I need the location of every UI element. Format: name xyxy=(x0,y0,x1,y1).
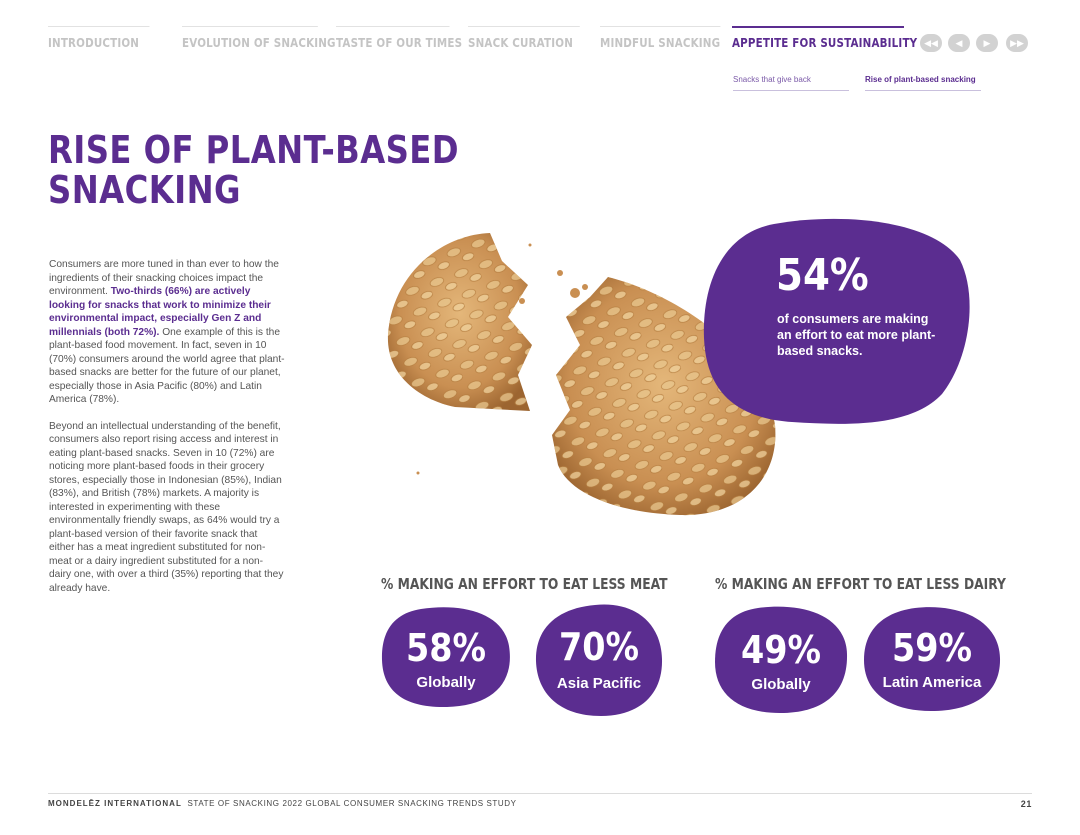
footer xyxy=(48,793,1032,808)
stat-meat-global xyxy=(381,606,511,708)
highlight-value: 54% xyxy=(776,250,869,301)
next-page-icon[interactable]: ▶ xyxy=(976,34,998,52)
footer-text: STATE OF SNACKING 2022 GLOBAL CONSUMER SNACKING TRENDS STUDY xyxy=(187,799,517,808)
title-line-2: SNACKING xyxy=(48,168,241,212)
stat-label: Asia Pacific xyxy=(556,675,642,692)
title-line-1: RISE OF PLANT-BASED xyxy=(48,128,460,172)
footer-brand: MONDELĒZ INTERNATIONAL xyxy=(48,799,182,808)
prev-page-icon[interactable]: ◀ xyxy=(948,34,970,52)
body-p1-end: One example of this is the plant-based food movement. In fact, seven in 10 (70%) consumers around the world agree that plant-based snacks are better for the future of our planet, especially those in Asia Pacific (80%) and Latin America (78%). xyxy=(49,326,285,405)
stat-label: Globally xyxy=(416,674,476,691)
stat-value: 70% xyxy=(558,625,640,669)
nav-tab-mindful-snacking[interactable]: MINDFUL SNACKING xyxy=(600,26,720,58)
stat-label: Latin America xyxy=(882,674,982,691)
stat-value: 49% xyxy=(740,628,822,672)
body-p1-highlight: Two-thirds (66%) are actively looking for snacks that work to minimize their environmental impact, especially Gen Z and millennials (both 72%). xyxy=(49,286,271,338)
meat-heading: % MAKING AN EFFORT TO EAT LESS MEAT xyxy=(381,575,668,593)
highlight-text: of consumers are making an effort to eat more plant-based snacks. xyxy=(777,312,936,358)
first-page-icon[interactable]: ◀◀ xyxy=(920,34,942,52)
stat-label: Globally xyxy=(751,676,811,693)
stat-dairy-global xyxy=(714,606,848,714)
nav-tab-appetite-for-sustainability[interactable]: APPETITE FOR SUSTAINABILITY xyxy=(732,26,904,58)
stat-meat-asia-pacific xyxy=(535,603,663,717)
page-title xyxy=(48,130,459,210)
body-paragraph-2: Beyond an intellectual understanding of the benefit, consumers also report rising access and interest in eating plant-based snacks. Seven in 10 (72%) are noticing more plant-based foods in their grocery stores, especially those in Indonesian (85%), Indian (83%), and British (78%) markets. A majority is interested in experimenting with these environmentally friendly swaps, as 64% would try a plant-based version of their favorite snack that either has a meat ingredient substituted for non-meat or a dairy ingredient substituted for a non-dairy one, with over a third (35%) reporting that they already have. xyxy=(49,420,284,594)
stat-value: 59% xyxy=(891,626,973,670)
stat-value: 58% xyxy=(405,626,487,670)
top-nav xyxy=(48,26,1032,58)
last-page-icon[interactable]: ▶▶ xyxy=(1006,34,1028,52)
subnav-snacks-that-give-back[interactable]: Snacks that give back xyxy=(733,75,849,91)
dairy-heading: % MAKING AN EFFORT TO EAT LESS DAIRY xyxy=(715,575,1006,593)
nav-tab-evolution-of-snacking[interactable]: EVOLUTION OF SNACKING xyxy=(182,26,318,58)
stat-dairy-latin-america xyxy=(863,606,1001,712)
nav-tab-introduction[interactable]: INTRODUCTION xyxy=(48,26,149,58)
nav-tab-snack-curation[interactable]: SNACK CURATION xyxy=(468,26,580,58)
body-text xyxy=(49,258,285,608)
body-p1-start: Consumers are more tuned in than ever to how the ingredients of their snacking choices impact the environment. xyxy=(49,259,279,297)
page-number: 21 xyxy=(1020,799,1032,809)
subnav-rise-of-plant-based-snacking[interactable]: Rise of plant-based snacking xyxy=(865,75,981,91)
body-paragraph-1 xyxy=(49,258,285,407)
nav-tab-taste-of-our-times[interactable]: TASTE OF OUR TIMES xyxy=(336,26,450,58)
